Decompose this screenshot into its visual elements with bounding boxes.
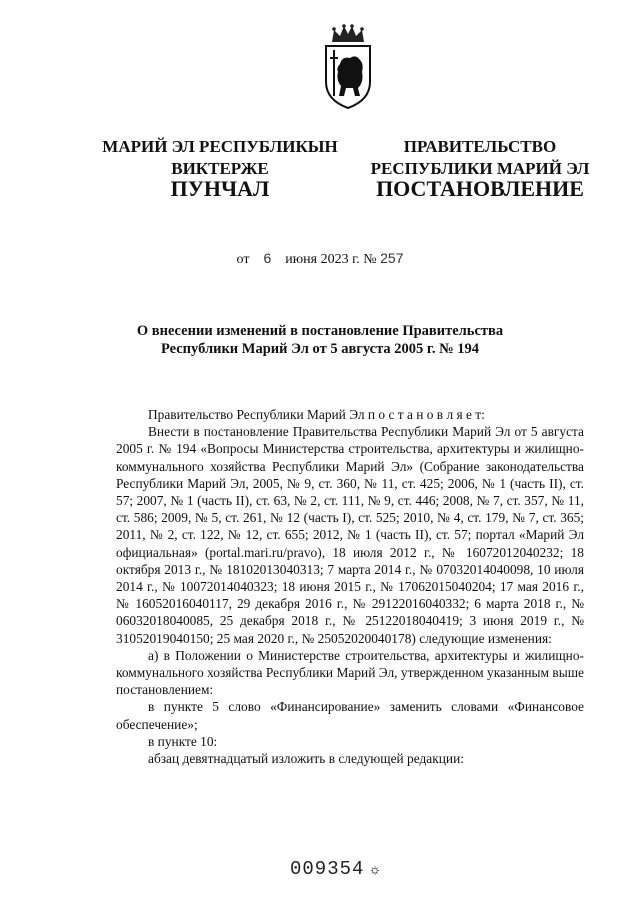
body-paragraph: абзац девятнадцатый изложить в следующей редакции: (148, 751, 464, 767)
title-line2: Республики Марий Эл от 5 августа 2005 г. № 194 (160, 341, 480, 357)
serial-number-value: 009354 (290, 858, 365, 880)
header-left-line2: ВИКТЕРЖЕ (171, 159, 269, 178)
document-number: 257 (380, 250, 404, 266)
header-right-line2: РЕСПУБЛИКИ МАРИЙ ЭЛ (370, 159, 590, 178)
body-paragraph: в пункте 5 слово «Финансирование» заменить словами «Финансовое обеспечение»; (116, 699, 584, 732)
coat-of-arms-emblem (322, 24, 374, 110)
body-paragraph: а) в Положении о Министерстве строительства, архитектуры и жилищно-коммунального хозяйства Республики Марий Эл, утвержденном указанным выше постановлением: (116, 647, 584, 698)
header-left-line1: МАРИЙ ЭЛ РЕСПУБЛИКЫН (102, 137, 338, 156)
header-right-title: ПОСТАНОВЛЕНИЕ (376, 176, 584, 201)
body-paragraph: Внести в постановление Правительства Республики Марий Эл от 5 августа 2005 г. № 194 «Вопросы Министерства строительства, архитектуры и жилищно-коммунального хозяйства Республики Марий Эл» (Собрание законодательства Республики Марий Эл, 2005, № 9, ст. 360, № 11, ст. 425; 2006, № 1 (часть II), ст. 57; 2007, № 1 (часть II), ст. 63, № 2, ст. 111, № 9, ст. 446; 2008, № 7, ст. 357, № 11, ст. 586; 2009, № 5, ст. 261, № 12 (часть I), ст. 525; 2010, № 4, ст. 179, № 7, ст. 365; 2011, № 2, ст. 122, № 12, ст. 655; 2012, № 1 (часть II), ст. 57; портал «Марий Эл официальная» (portal.mari.ru/pravo), 18 июля 2012 г., № 16072012040232; 18 октября 2013 г., № 18102013040313; 7 марта 2014 г., № 07032014040098, 10 июля 2014 г., № 10072014040323; 18 июня 2015 г., № 17062015040204; 17 мая 2016 г., № 16052016040117, 29 декабря 2016 г., № 29122016040332; 6 марта 2018 г., № 06032018040085, 25 декабря 2018 г., № 25122018040419; 3 июня 2019 г., № 31052019040150; 25 мая 2020 г., № 25052020040178) следующие изменения: (116, 424, 584, 646)
header-right-block (360, 136, 600, 180)
document-title (120, 322, 520, 358)
date-prefix: от (236, 252, 250, 267)
date-day: 6 (263, 250, 272, 266)
date-month-year: июня 2023 г. № (285, 252, 377, 267)
body-paragraph: Правительство Республики Марий Эл п о с т а н о в л я е т: (148, 407, 485, 422)
title-line1: О внесении изменений в постановление Правительства (136, 323, 504, 339)
serial-number (290, 858, 380, 880)
header-left-block (100, 136, 340, 180)
document-date-line (0, 250, 640, 268)
header-left-title: ПУНЧАЛ (170, 176, 270, 201)
serial-mark-icon: ☼ (370, 862, 381, 879)
header-right-line1: ПРАВИТЕЛЬСТВО (403, 137, 557, 156)
body-paragraph: в пункте 10: (148, 733, 218, 749)
document-body (116, 406, 584, 767)
